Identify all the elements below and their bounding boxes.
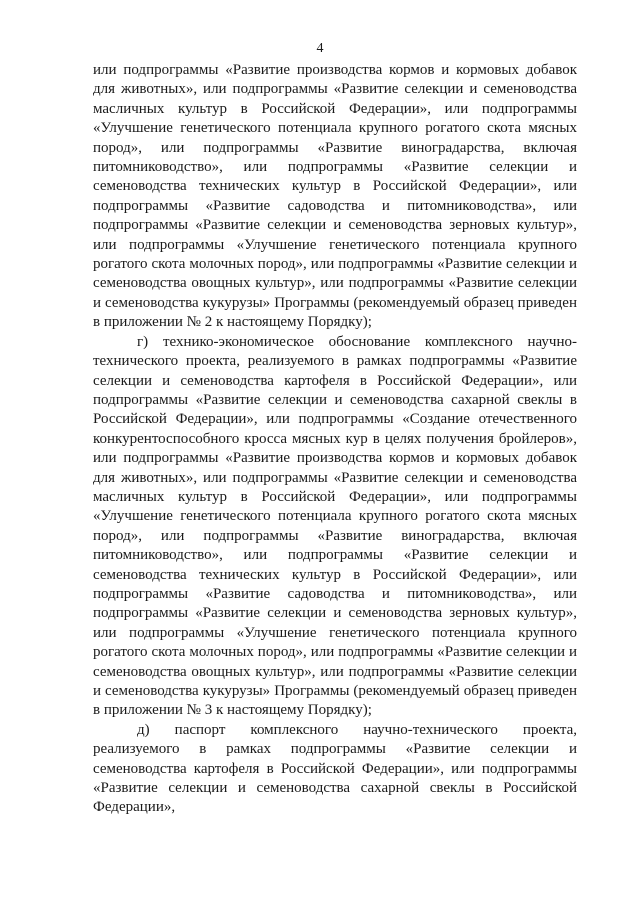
paragraph-item-d: д) паспорт комплексного научно-технического проекта, реализуемого в рамках подпрограммы «Развитие селекции и семеноводства картофеля в Российской Федерации», или подпрограммы «Развитие селекции и семеноводства сахарной свеклы в Российской Федерации», xyxy=(93,721,577,816)
paragraph-item-g: г) технико-экономическое обоснование комплексного научно-технического проекта, реализуемого в рамках подпрограммы «Развитие селекции и семеноводства картофеля в Российской Федерации», или подпрограммы «Развитие селекции и семеноводства сахарной свеклы в Российской Федерации», или подпрограммы «Создание отечественного конкурентоспособного кросса мясных кур в целях получения бройлеров», или подпрограммы «Развитие производства кормов и кормовых добавок для животных», или подпрограммы «Развитие селекции и семеноводства масличных культур в Российской Федерации», или подпрограммы «Улучшение генетического потенциала крупного рогатого скота мясных пород», или подпрограммы «Развитие виноградарства, включая питомниководство», или подпрограммы «Развитие селекции и семеноводства технических культур в Российской Федерации», или подпрограммы «Развитие садоводства и питомниководства», или подпрограммы «Развитие селекции и семеноводства зерновых культур», или подпрограммы «Улучшение генетического потенциала крупного рогатого скота молочных пород», или подпрограммы «Развитие селекции и семеноводства овощных культур», или подпрограммы «Развитие селекции и семеноводства кукурузы» Программы (рекомендуемый образец приведен в приложении № 3 к настоящему Порядку); xyxy=(93,333,577,719)
page-number: 4 xyxy=(316,41,324,56)
document-body xyxy=(93,61,577,818)
paragraph-continuation: или подпрограммы «Развитие производства кормов и кормовых добавок для животных», или подпрограммы «Развитие селекции и семеноводства масличных культур в Российской Федерации», или подпрограммы «Улучшение генетического потенциала крупного рогатого скота мясных пород», или подпрограммы «Развитие виноградарства, включая питомниководство», или подпрограммы «Развитие селекции и семеноводства технических культур в Российской Федерации», или подпрограммы «Развитие садоводства и питомниководства», или подпрограммы «Развитие селекции и семеноводства зерновых культур», или подпрограммы «Улучшение генетического потенциала крупного рогатого скота молочных пород», или подпрограммы «Развитие селекции и семеноводства овощных культур», или подпрограммы «Развитие селекции и семеноводства кукурузы» Программы (рекомендуемый образец приведен в приложении № 2 к настоящему Порядку); xyxy=(93,62,577,331)
